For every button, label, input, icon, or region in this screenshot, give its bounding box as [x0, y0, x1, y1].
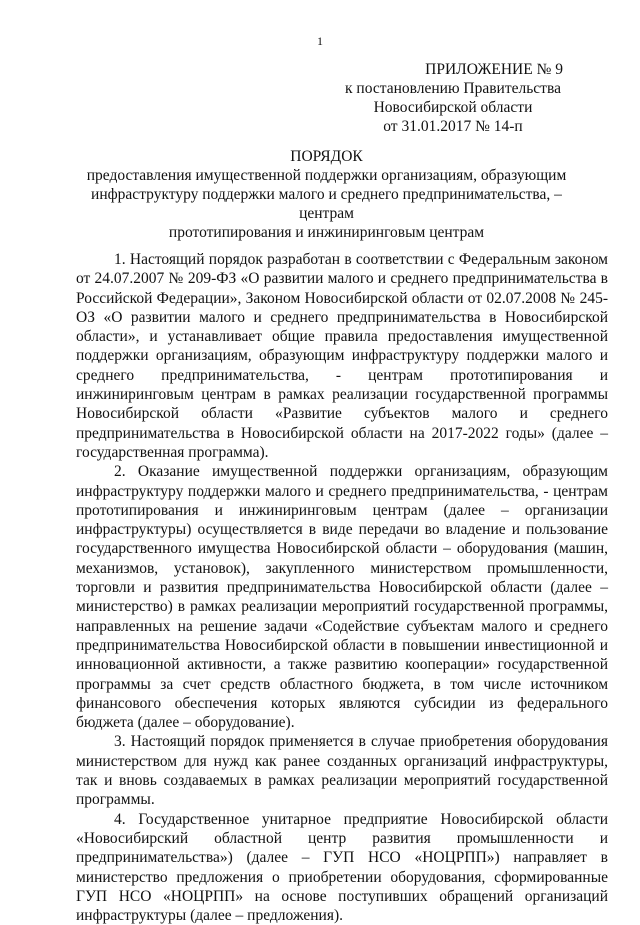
appendix-line-resolution: к постановлению Правительства	[345, 80, 561, 97]
appendix-title: ПРИЛОЖЕНИЕ № 9	[425, 61, 563, 78]
title-line-3: прототипирования и инжиниринговым центрам	[168, 224, 485, 241]
paragraph-3: 3. Настоящий порядок применяется в случае приобретения оборудования министерством для нужд как ранее созданных организаций инфраструктуры, так и вновь создаваемых в рамках реализации мероприятий государственной программы.	[76, 733, 608, 809]
title-line-2: инфраструктуру поддержки малого и среднего предпринимательства, – центрам	[91, 186, 562, 222]
appendix-line-region: Новосибирской области	[373, 99, 533, 116]
paragraph-1: 1. Настоящий порядок разработан в соответствии с Федеральным законом от 24.07.2007 № 209-ФЗ «О развитии малого и среднего предпринимательства в Российской Федерации», Законом Новосибирской области от 02.07.2008 № 245-ОЗ «О развитии малого и среднего предпринимательства в Новосибирской области», и устанавливает общие правила предоставления имущественной поддержки организациям, образующим инфраструктуру поддержки малого и среднего предпринимательства, - центрам прототипирования и инжиниринговым центрам в рамках реализации государственной программы Новосибирской области «Развитие субъектов малого и среднего предпринимательства в Новосибирской области на 2017-2022 годы» (далее – государственная программа).	[76, 251, 608, 461]
title-line-1: предоставления имущественной поддержки организациям, образующим	[86, 167, 567, 184]
title-heading: ПОРЯДОК	[290, 148, 363, 165]
page-number: 1	[317, 34, 323, 48]
paragraph-4: 4. Государственное унитарное предприятие Новосибирской области «Новосибирский областной центр развития промышленности и предпринимательства») (далее – ГУП НСО «НОЦРПП») направляет в министерство предложения о приобретении оборудования, сформированные ГУП НСО «НОЦРПП» на основе поступивших обращений организаций инфраструктуры (далее – предложения).	[76, 810, 608, 925]
document-body	[76, 250, 608, 925]
appendix-header	[323, 60, 583, 136]
paragraph-2: 2. Оказание имущественной поддержки организациям, образующим инфраструктуру поддержки малого и среднего предпринимательства, - центрам прототипирования и инжиниринговым центрам (далее – организации инфраструктуры) осуществляется в виде передачи во владение и пользование государственного имущества Новосибирской области – оборудования (машин, механизмов, установок), закупленного министерством промышленности, торговли и развития предпринимательства Новосибирской области (далее – министерство) в рамках реализации мероприятий государственной программы, направленных на решение задачи «Содействие субъектам малого и среднего предпринимательства Новосибирской области в повышении инвестиционной и инновационной активности, а также развитию кооперации» государственной программы за счет средств областного бюджета, в том числе источником финансового обеспечения которых являются субсидии из федерального бюджета (далее – оборудование).	[76, 463, 608, 732]
document-title	[70, 147, 583, 242]
appendix-line-date: от 31.01.2017 № 14-п	[383, 118, 523, 135]
